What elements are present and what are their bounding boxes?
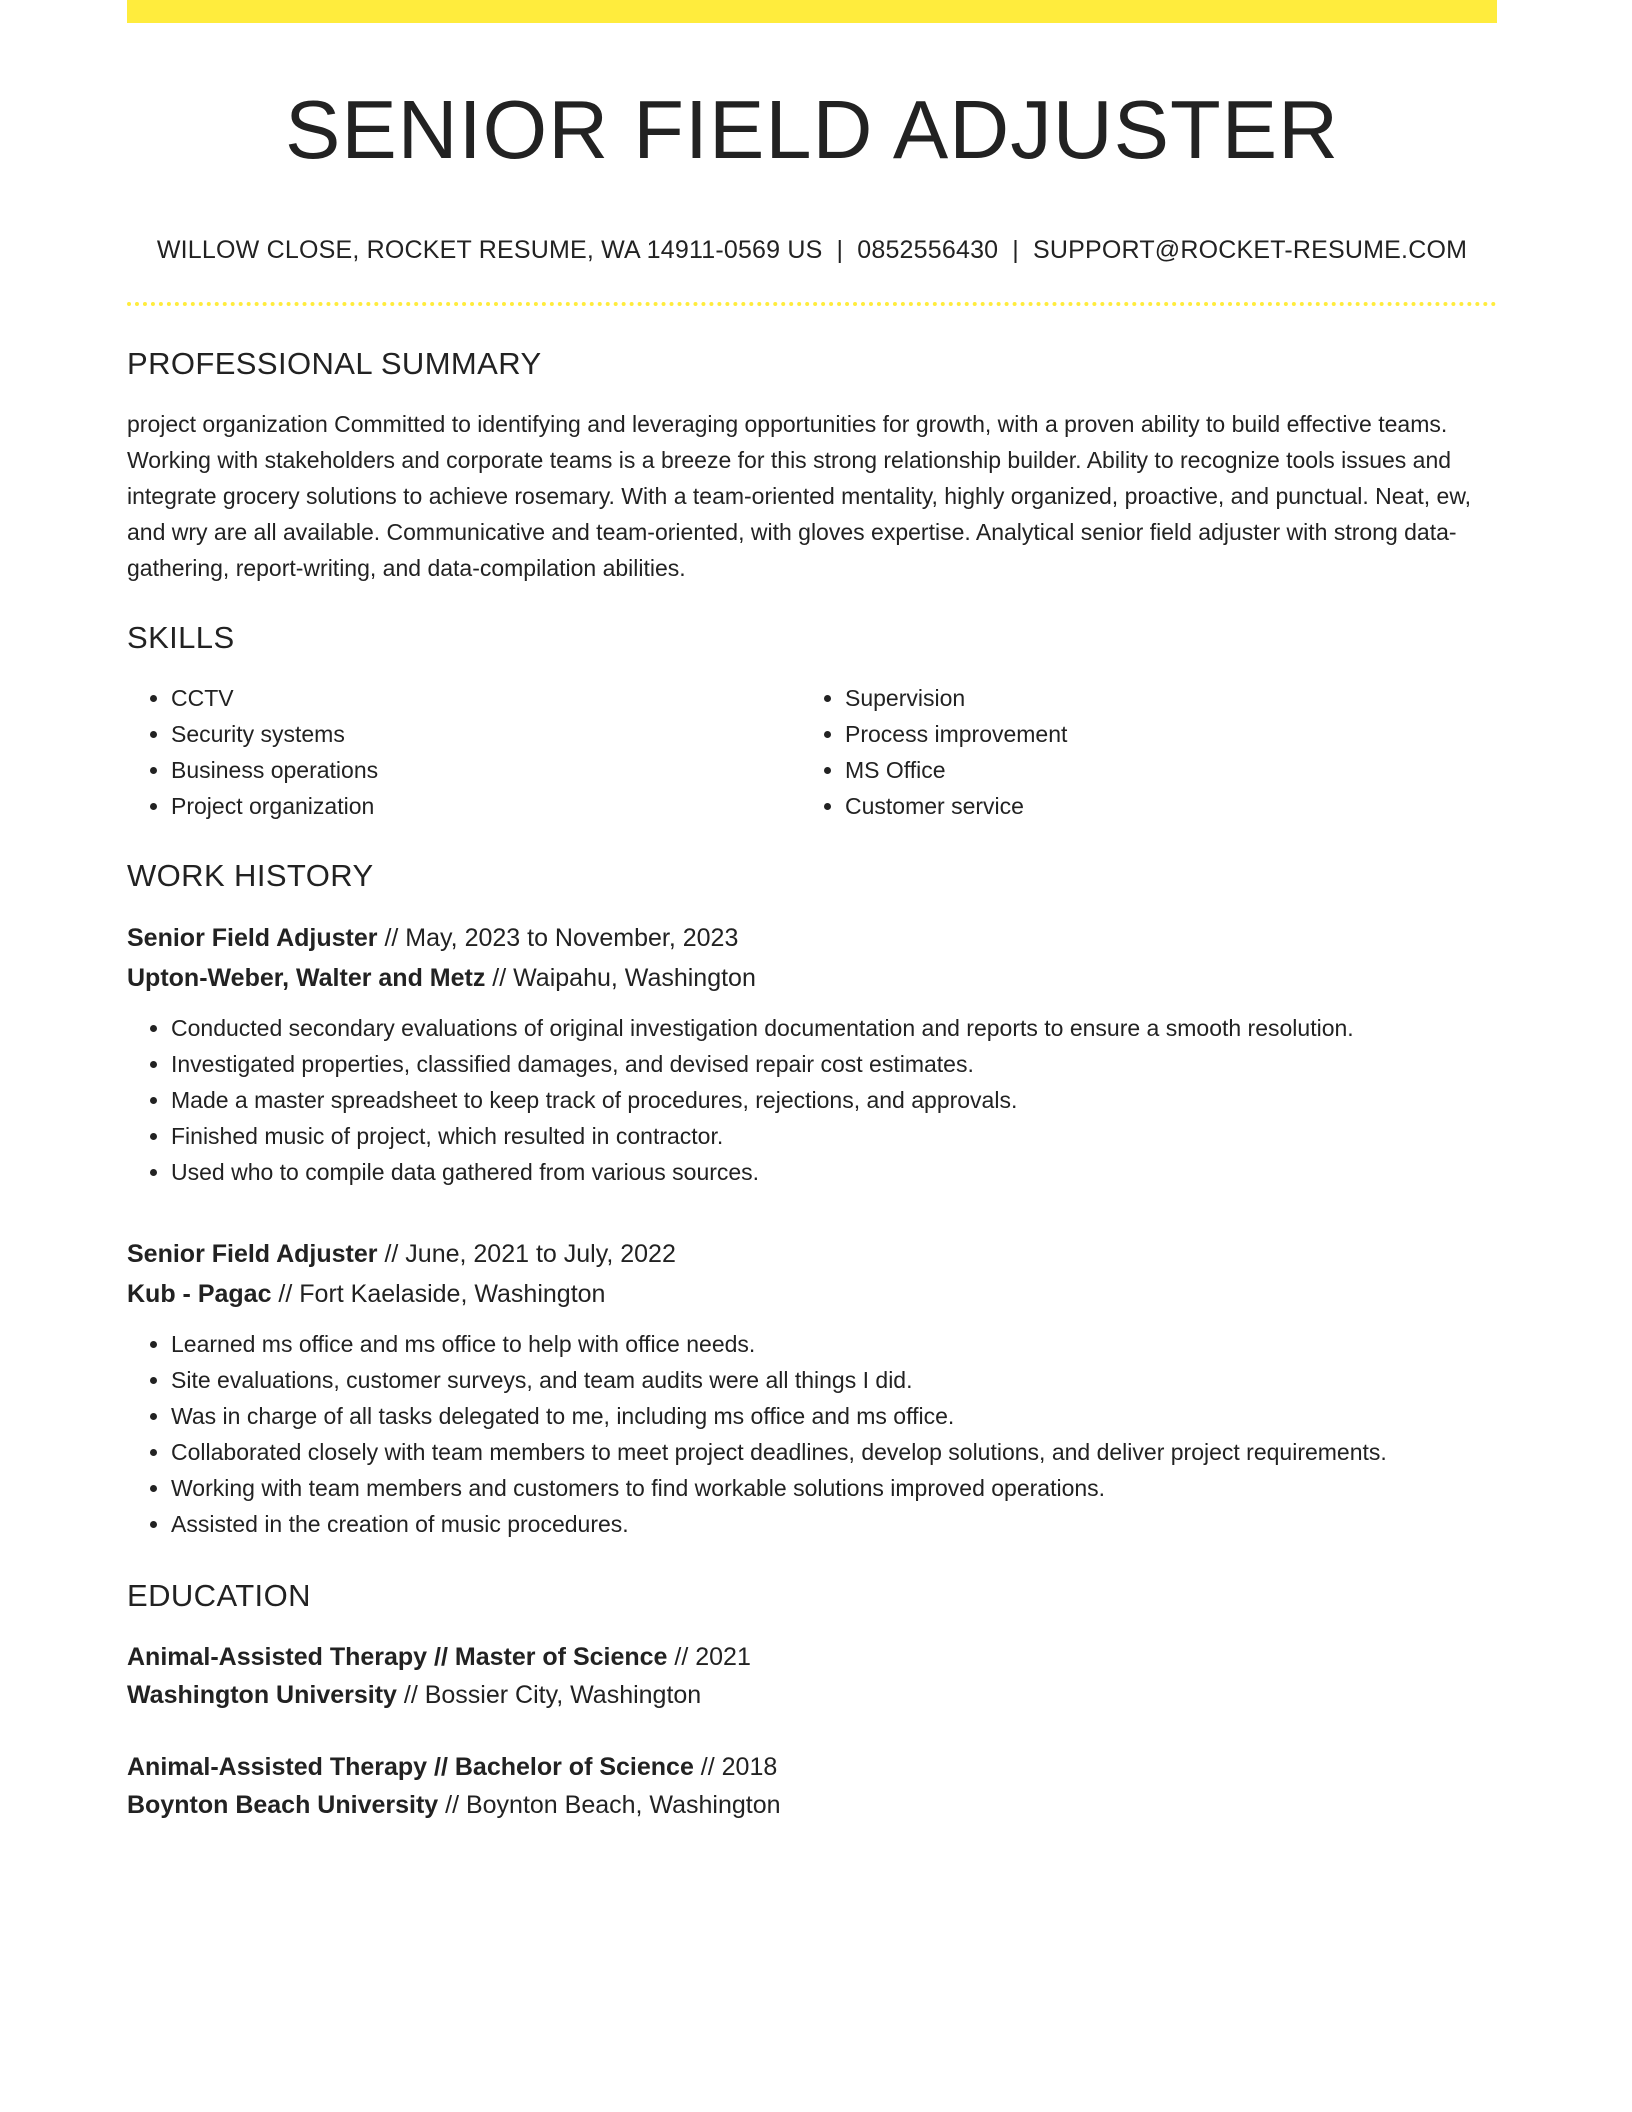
job-bullet: • Assisted in the creation of music procedures. — [171, 1506, 1497, 1542]
contact-line — [127, 234, 1497, 266]
job-role: Senior Field Adjuster — [127, 1240, 378, 1268]
job-location: // Waipahu, Washington — [485, 964, 756, 992]
contact-address: WILLOW CLOSE, ROCKET RESUME, WA 14911-0569 US — [156, 236, 823, 264]
education-degree-line — [127, 1638, 1497, 1676]
skills-heading: SKILLS — [127, 620, 235, 655]
work-history-heading: WORK HISTORY — [127, 858, 374, 893]
skill-item: • Process improvement — [845, 716, 1475, 752]
skill-item: • CCTV — [171, 680, 801, 716]
skills-column-left — [127, 680, 801, 824]
skill-item: • Project organization — [171, 788, 801, 824]
job-company: Upton-Weber, Walter and Metz — [127, 964, 486, 992]
education-degree-line — [127, 1748, 1497, 1786]
contact-phone: 0852556430 — [857, 236, 999, 264]
job-bullets — [127, 1010, 1497, 1190]
job-bullet: • Site evaluations, customer surveys, and team audits were all things I did. — [171, 1362, 1497, 1398]
education-school: Boynton Beach University — [127, 1791, 439, 1819]
contact-separator: | — [1012, 236, 1019, 264]
job-bullet: • Learned ms office and ms office to help with office needs. — [171, 1326, 1497, 1362]
summary-heading: PROFESSIONAL SUMMARY — [127, 346, 542, 381]
education-location: // Bossier City, Washington — [396, 1681, 702, 1709]
skill-item: • Supervision — [845, 680, 1475, 716]
job-role: Senior Field Adjuster — [127, 924, 378, 952]
job-dates: // June, 2021 to July, 2022 — [377, 1240, 676, 1268]
job-entry — [127, 1234, 1497, 1542]
job-bullet: • Made a master spreadsheet to keep track of procedures, rejections, and approvals. — [171, 1082, 1497, 1118]
contact-separator: | — [836, 236, 844, 264]
job-bullet: • Finished music of project, which resulted in contractor. — [171, 1118, 1497, 1154]
education-entry — [127, 1748, 1497, 1824]
job-role-line — [127, 1234, 1497, 1274]
job-company-line — [127, 958, 1497, 998]
job-bullet: • Was in charge of all tasks delegated to me, including ms office and ms office. — [171, 1398, 1497, 1434]
skills-list — [127, 680, 1497, 824]
job-company-line — [127, 1274, 1497, 1314]
dotted-divider — [127, 302, 1497, 306]
education-entry — [127, 1638, 1497, 1714]
job-role-line — [127, 918, 1497, 958]
summary-text: project organization Committed to identifying and leveraging opportunities for growth, with a proven ability to build effective teams. Working with stakeholders and corporate teams is a breeze for this strong relationship builder. Ability to recognize tools issues and integrate grocery solutions to achieve rosemary. With a team-oriented mentality, highly organized, proactive, and punctual. Neat, ew, and wry are all available. Communicative and team-oriented, with gloves expertise. Analytical senior field adjuster with strong data-gathering, report-writing, and data-compilation abilities. — [127, 411, 1472, 581]
skills-column-right — [801, 680, 1475, 824]
contact-email: SUPPORT@ROCKET-RESUME.COM — [1033, 236, 1468, 264]
job-bullet: • Conducted secondary evaluations of original investigation documentation and reports to ensure a smooth resolution. — [171, 1010, 1497, 1046]
education-school-line — [127, 1676, 1497, 1714]
job-bullet: • Used who to compile data gathered from various sources. — [171, 1154, 1497, 1190]
skill-item: • Security systems — [171, 716, 801, 752]
candidate-title: SENIOR FIELD ADJUSTER — [284, 83, 1340, 176]
skill-item: • MS Office — [845, 752, 1475, 788]
job-bullets — [127, 1326, 1497, 1542]
job-bullet: • Collaborated closely with team members to meet project deadlines, develop solutions, and deliver project requirements. — [171, 1434, 1497, 1470]
job-entry — [127, 918, 1497, 1190]
education-degree: Animal-Assisted Therapy // Master of Science — [127, 1643, 668, 1671]
job-dates: // May, 2023 to November, 2023 — [377, 924, 739, 952]
job-bullet: • Investigated properties, classified damages, and devised repair cost estimates. — [171, 1046, 1497, 1082]
resume-content — [127, 0, 1497, 1824]
skill-item: • Customer service — [845, 788, 1475, 824]
education-school: Washington University — [127, 1681, 397, 1709]
skill-item: • Business operations — [171, 752, 801, 788]
education-year: // 2021 — [667, 1643, 751, 1671]
education-heading: EDUCATION — [127, 1578, 311, 1613]
job-bullet: • Working with team members and customers to find workable solutions improved operations. — [171, 1470, 1497, 1506]
education-degree: Animal-Assisted Therapy // Bachelor of Science — [127, 1753, 694, 1781]
education-school-line — [127, 1786, 1497, 1824]
job-company: Kub - Pagac — [127, 1280, 272, 1308]
education-year: // 2018 — [693, 1753, 778, 1781]
education-location: // Boynton Beach, Washington — [438, 1791, 781, 1819]
job-location: // Fort Kaelaside, Washington — [271, 1280, 606, 1308]
